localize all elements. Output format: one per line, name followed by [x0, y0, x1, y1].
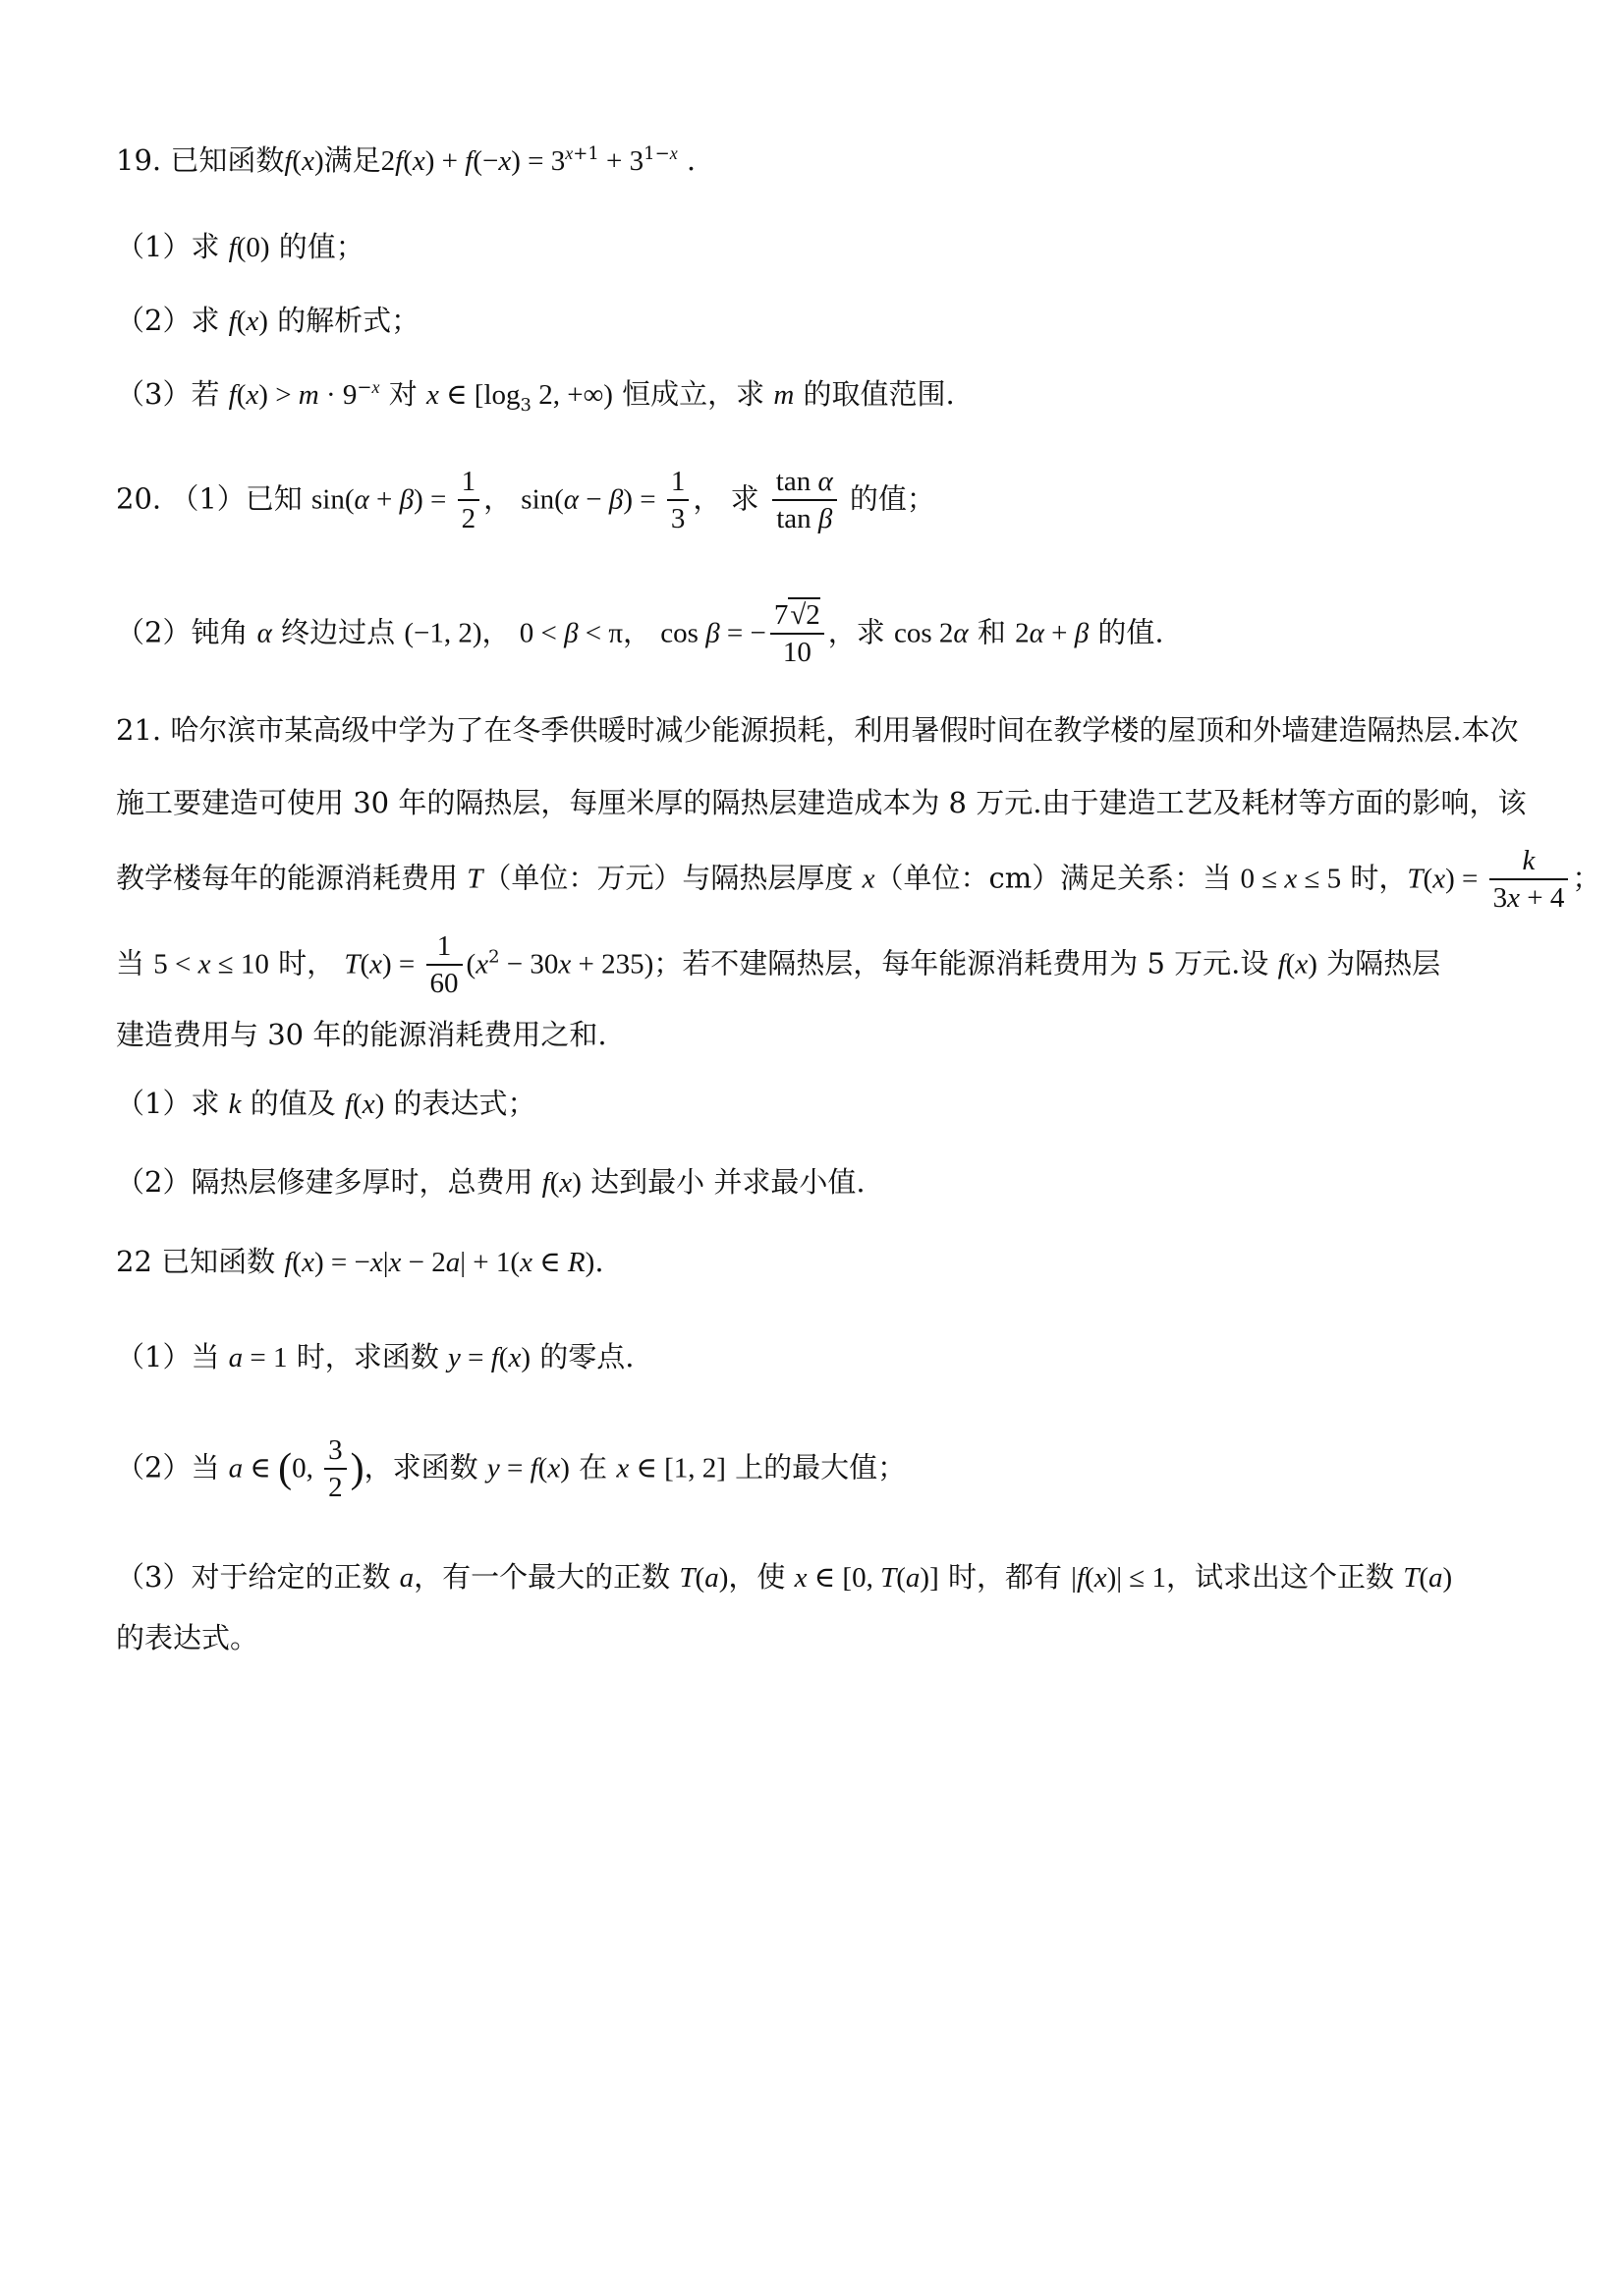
q21-stem-line1: 21. 哈尔滨市某高级中学为了在冬季供暖时减少能源损耗，利用暑假时间在教学楼的屋顶和外墙建造隔热层.本次 — [116, 713, 1519, 747]
q21-stem-line2: 施工要建造可使用 30 年的隔热层，每厘米厚的隔热层建造成本为 8 万元.由于建造工艺及耗材等方面的影响，该 — [116, 786, 1527, 819]
q21-stem-line5: 建造费用与 30 年的能源消耗费用之和. — [116, 1018, 607, 1051]
q22-part2: （2）当 a ∈ (0, $\frac{3}{2}$ )，求函数 y = f(x) 在 x ∈ [1, 2] 上的最大值； — [116, 1434, 907, 1504]
q19-part1: （1）求 f(0) 的值； — [116, 230, 364, 263]
q20-part1: 20. （1）已知 sin(α + β) = $\frac{1}{2}$ ， sin(α − β) = $\frac{1}{3}$ ， 求 $\frac{\text{tan α}}{\text{tan β}}$ 的值； — [116, 466, 935, 535]
q20-part2: （2）钝角 α 终边过点 (−1, 2)， 0 < β < π， cos β = − $\frac{7√2}{10}$ ，求 cos 2α 和 2α + β 的值. — [116, 599, 1164, 669]
q21-part1: （1）求 k 的值及 f(x) 的表达式； — [116, 1087, 536, 1120]
q22-part3-line1: （3）对于给定的正数 a，有一个最大的正数 T(a)，使 x ∈ [0, T(a)] 时，都有 |f(x)| ≤ 1，试求出这个正数 T(a) — [116, 1560, 1453, 1594]
q19-part2: （2）求 f(x) 的解析式； — [116, 304, 420, 337]
q22-part3-line2: 的表达式。 — [116, 1621, 259, 1654]
q22-stem: 22 已知函数 f(x) = −x|x − 2a| + 1(x ∈ R). — [116, 1245, 604, 1278]
q21-stem-line3: 教学楼每年的能源消耗费用 T（单位：万元）与隔热层厚度 x（单位：cm）满足关系：当 0 ≤ x ≤ 5 时，T(x) = $\frac{k}{3x + 4}$ ； — [116, 845, 1601, 915]
q19-part3: （3）若 $f(x) > m \cdot 9^{-x}$ 对 x ∈ [$\log_3$ 2, +∞) 恒成立，求 m 的取值范围. — [116, 377, 955, 416]
q19-stem: 19. 已知函数f(x)满足$2f(x) + f(-x) = 3^{x+1} + 3^{1-x}$ . — [116, 143, 697, 177]
q21-part2: （2）隔热层修建多厚时，总费用 f(x) 达到最小 并求最小值. — [116, 1165, 866, 1199]
q22-part1: （1）当 a = 1 时，求函数 y = f(x) 的零点. — [116, 1340, 635, 1373]
q21-stem-line4: 当 5 < x ≤ 10 时， T(x) = $\frac{1}{60}$ $(x^2 - 30x + 235)$；若不建隔热层，每年能源消耗费用为 5 万元.设 f(x) 为隔热层 — [116, 930, 1441, 1000]
